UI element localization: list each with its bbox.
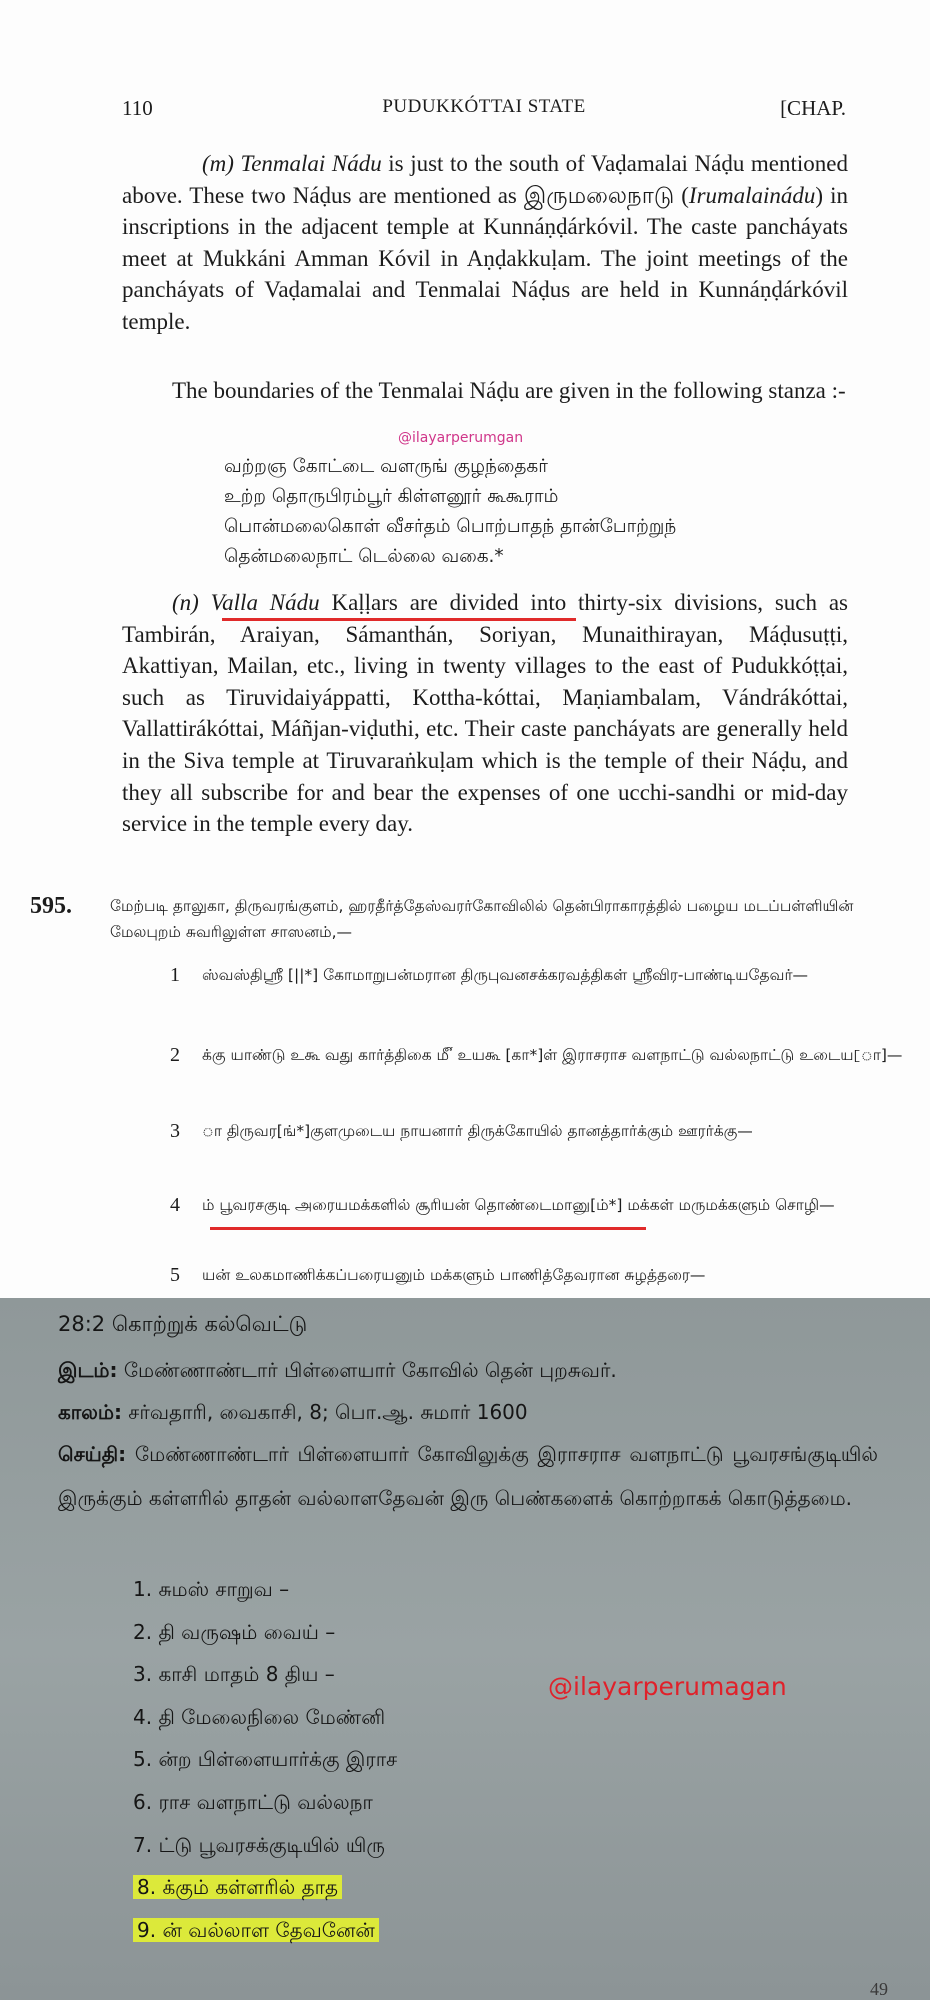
- place-value: மேண்ணாண்டார் பிள்ளையார் கோவில் தென் புறசுவர்.: [117, 1358, 617, 1382]
- place-row: [58, 1348, 878, 1392]
- time-row: [58, 1390, 878, 1434]
- list-item: [133, 1824, 397, 1867]
- watermark-top: @ilayarperumgan: [398, 430, 524, 446]
- watermark-bottom: @ilayarperumagan: [548, 1672, 787, 1701]
- para-text: is just to the south of Vaḍamalai Náḍu mentioned above. These two Náḍus are mentioned as இருமலைநாடு (: [122, 151, 848, 208]
- nadu-name: Valla Nádu: [210, 590, 320, 615]
- line-text: ஸ்வஸ்திஸ்ரீ [||*] கோமாறுபன்மரான திருபுவனசக்கரவத்திகள் ஸ்ரீவிர-பாண்டியதேவர்—: [202, 966, 809, 984]
- inscription-title: 28:2 கொற்றுக் கல்வெட்டு: [58, 1312, 308, 1336]
- line-text: 4. தி மேலைநிலை மேண்னி: [133, 1704, 386, 1729]
- paragraph-valla-nadu: [122, 587, 848, 840]
- line-text: யன் உலகமாணிக்கப்பரையனும் மக்களும் பாணித்தேவரான சுழத்தரை—: [202, 1266, 706, 1284]
- irumalai-term: Irumalainádu: [688, 182, 816, 208]
- line-number: 1: [170, 964, 180, 986]
- list-item: [133, 1568, 397, 1611]
- list-item: [133, 1866, 397, 1909]
- list-item: [133, 1653, 397, 1696]
- line-text: 3. காசி மாதம் 8 திய –: [133, 1662, 335, 1687]
- inscription-line: [170, 1118, 910, 1145]
- list-item: [133, 1611, 397, 1654]
- boundaries-text: The boundaries of the Tenmalai Náḍu are given in the following stanza :-: [172, 378, 846, 403]
- inscription-lines: [133, 1568, 397, 1951]
- line-text: 7. ட்டு பூவரசக்குடியில் யிரு: [133, 1832, 385, 1857]
- line-number: 2: [170, 1044, 180, 1066]
- place-label: இடம்:: [58, 1358, 118, 1382]
- para-label: (m): [202, 151, 234, 176]
- line-number: 5: [170, 1264, 180, 1286]
- highlighted-line-text: 9. ன் வல்லாள தேவனேன்: [133, 1918, 379, 1942]
- line-text: க்கு யாண்டு உகூ வது கார்த்திகை ௴ உயகூ [கா*]ள் இராசராச வளநாட்டு வல்லநாட்டு உடைய[ா]—: [202, 1046, 903, 1064]
- page-number: 110: [122, 96, 153, 120]
- running-title: PUDUKKÓTTAI STATE: [382, 96, 586, 117]
- inscription-line: [170, 1192, 910, 1219]
- news-label: செய்தி:: [58, 1442, 127, 1466]
- tamil-stanza: [224, 452, 676, 572]
- line-text: ம் பூவரசகுடி அரையமக்களில் சூரியன் தொண்டைமானு[ம்*] மக்கள் மருமக்களும் சொழி—: [202, 1196, 835, 1214]
- paragraph-boundaries: [122, 375, 848, 407]
- stanza-line: பொன்மலைகொள் வீசர்தம் பொற்பாதந் தான்போற்றுந்: [224, 516, 677, 537]
- line-text: 6. ராச வளநாட்டு வல்லநா: [133, 1789, 373, 1814]
- time-value: சர்வதாரி, வைகாசி, 8; பொ.ஆ. சுமார் 1600: [121, 1400, 528, 1424]
- time-label: காலம்:: [58, 1400, 122, 1424]
- inscription-line: [170, 1262, 910, 1289]
- paragraph-tenmalai: [122, 148, 848, 338]
- line-number: 4: [170, 1194, 180, 1216]
- stanza-line: வற்றஞ கோட்டை வளருங் குழந்தைகர்: [224, 456, 548, 477]
- bottom-page-number: 49: [870, 1979, 888, 1999]
- line-text: 5. ன்ற பிள்ளையார்க்கு இராச: [133, 1747, 398, 1772]
- stanza-line: தென்மலைநாட் டெல்லை வகை.*: [224, 546, 504, 567]
- para-text: Kaḷḷars are divided into thirty-six divisions, such as Tambirán, Araiyan, Sámanthán, Soriyan, Munaithirayan, Máḍusuṭṭi, Akattiyan, Mailan, etc., living in twenty villages to the east of Pudukkóṭṭai, such as Tiruvidaiyáppatti, Kottha-kóttai, Maṇiambalam, Vándrákóttai, Vallattirákóttai, Máñjan-viḍuthi, etc. Their caste pancháyats are generally held in the Siva temple at Tiruvaraṅkuḷam which is the temple of their Náḍu, and they all subscribe for and bear the expenses of one ucchi-sandhi or mid-day service in the temple every day.: [122, 590, 849, 837]
- red-underline-valla: [222, 618, 576, 621]
- line-text: ா திருவர[ங்*]குளமுடைய நாயனார் திருக்கோயில் தானத்தார்க்கும் ஊரர்க்கு—: [202, 1122, 753, 1140]
- list-item: [133, 1738, 397, 1781]
- inscription-intro: மேற்படி தாலுகா, திருவரங்குளம், ஹரதீர்த்தேஸ்வரர்கோவிலில் தென்பிராகாரத்தில் பழைய மடப்பள்ளியின் மேலபுறம் சுவரிலுள்ள சாஸனம்,—: [110, 897, 854, 941]
- red-underline-puvarasakudi: [210, 1227, 646, 1230]
- para-text-2: ) in inscriptions in the adjacent temple at Kunnáṇḍárkóvil. The caste pancháyats meet at Mukkáni Amman Kóvil in Aṇḍakkuḷam. The joint meetings of the pancháyats of Vaḍamalai and Tenmalai Náḍus are held in Kunnáṇḍárkóvil temple.: [122, 182, 848, 334]
- list-item: [133, 1781, 397, 1824]
- para-label: (n): [172, 590, 199, 615]
- highlighted-line-text: 8. க்கும் கள்ளரில் தாத: [133, 1875, 342, 1899]
- nadu-name: Tenmalai Nádu: [240, 151, 382, 176]
- chapter-marker: [CHAP.: [780, 96, 846, 120]
- news-row: [58, 1432, 878, 1520]
- list-item: [133, 1909, 397, 1952]
- line-number: 3: [170, 1120, 180, 1142]
- inscription-number: 595.: [30, 893, 72, 919]
- photographed-inscription-page: [0, 1298, 930, 2000]
- news-value: மேண்ணாண்டார் பிள்ளையார் கோவிலுக்கு இராசராச வளநாட்டு பூவரசங்குடியில் இருக்கும் கள்ளரில் தாதன் வல்லாளதேவன் இரு பெண்களைக் கொற்றாகக் கொடுத்தமை.: [58, 1442, 878, 1510]
- stanza-line: உற்ற தொருபிரம்பூர் கிள்ளனூர் கூகூராம்: [224, 486, 559, 507]
- inscription-line: [170, 1042, 910, 1069]
- list-item: [133, 1696, 397, 1739]
- inscription-line: [170, 962, 910, 989]
- page-header: [122, 96, 846, 126]
- line-text: 1. சுமஸ் சாறுவ –: [133, 1577, 290, 1601]
- line-text: 2. தி வருஷம் வைய் –: [133, 1619, 336, 1644]
